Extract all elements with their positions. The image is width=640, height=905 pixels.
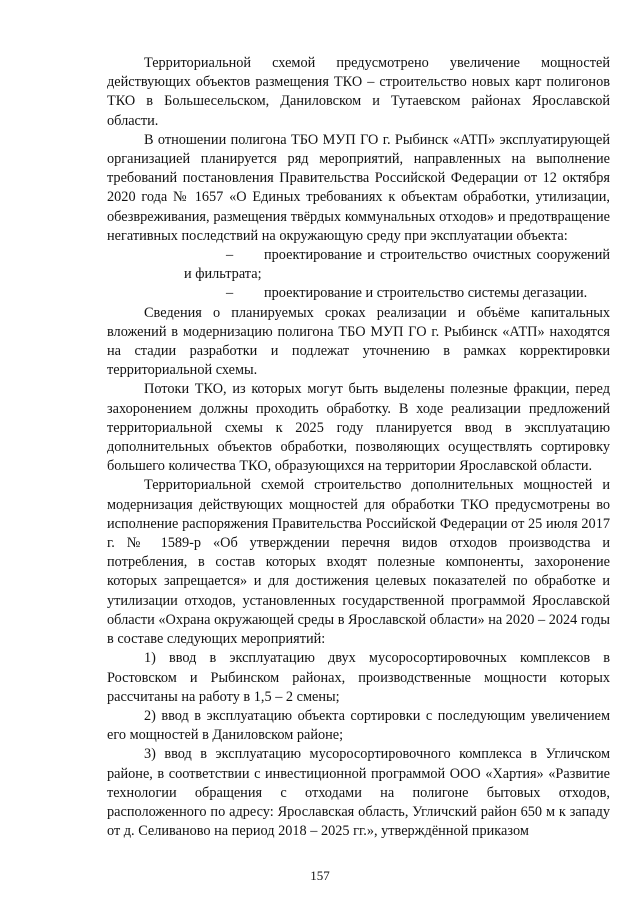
dash-item-treatment-facilities bbox=[107, 246, 610, 284]
dash-item-text: проектирование и строительство очистных сооружений и фильтрата; bbox=[184, 247, 610, 283]
list-item-danilov-sorting: 2) ввод в эксплуатацию объекта сортировки с последующим увеличением его мощностей в Даниловском районе; bbox=[107, 707, 610, 744]
paragraph-government-order: Территориальной схемой строительство дополнительных мощностей и модернизация действующих мощностей для обработки ТКО предусмотрены во исполнение распоряжения Правительства Российской Федерации от 25 июля 2017 г. № 1589-р «Об утверждении перечня видов отходов производства и потребления, в состав которых входят полезные компоненты, захоронение которых запрещается» и для достижения целевых показателей по обработке и утилизации отходов, установленных государственной программой Ярославской области «Охрана окружающей среды в Ярославской области» на 2020 – 2024 годы в составе следующих мероприятий: bbox=[107, 477, 610, 648]
dash-item-degassing-system bbox=[107, 284, 610, 303]
list-item-sorting-complexes: 1) ввод в эксплуатацию двух мусоросортировочных комплексов в Ростовском и Рыбинском районах, производственные мощности которых рассчитаны на работу в 1,5 – 2 смены; bbox=[107, 650, 610, 705]
dash-mark: – bbox=[226, 247, 234, 264]
dash-mark: – bbox=[226, 285, 234, 302]
paragraph-investment-info: Сведения о планируемых сроках реализации и объёме капитальных вложений в модернизацию полигона ТБО МУП ГО г. Рыбинск «АТП» находятся на стадии разработки и подлежат уточнению в рамках корректировки территориальной схемы. bbox=[107, 304, 610, 379]
list-item-uglich-complex: 3) ввод в эксплуатацию мусоросортировочного комплекса в Угличском районе, в соответствии с инвестиционной программой ООО «Хартия» «Развитие технологии обращения с отходами на полигоне бытовых отходов, расположенного по адресу: Ярославская область, Угличский район 650 м к западу от д. Селиваново на период 2018 – 2025 гг.», утверждённой приказом bbox=[107, 746, 610, 840]
dash-item-text: проектирование и строительство системы дегазации. bbox=[264, 285, 588, 302]
paragraph-rybinsk-landfill: В отношении полигона ТБО МУП ГО г. Рыбинск «АТП» эксплуатирующей организацией планируется ряд мероприятий, направленных на выполнение требований постановления Правительства Российской Федерации от 12 октября 2020 года № 1657 «О Единых требованиях к объектам обработки, утилизации, обезвреживания, размещения твёрдых коммунальных отходов» и предотвращение негативных последствий на окружающую среду при эксплуатации объекта: bbox=[107, 131, 610, 244]
paragraph-capacity-increase: Территориальной схемой предусмотрено увеличение мощностей действующих объектов размещения ТКО – строительство новых карт полигонов ТКО в Большесельском, Даниловском и Тутаевском районах Ярославской области. bbox=[107, 55, 610, 129]
page-number: 157 bbox=[310, 868, 330, 883]
document-body bbox=[107, 54, 610, 841]
paragraph-waste-streams: Потоки ТКО, из которых могут быть выделены полезные фракции, перед захоронением должны проходить обработку. В ходе реализации предложений территориальной схемы к 2025 году планируется ввод в эксплуатацию дополнительных объектов обработки, позволяющих осуществлять сортировку большего количества ТКО, образующихся на территории Ярославской области. bbox=[107, 381, 610, 475]
